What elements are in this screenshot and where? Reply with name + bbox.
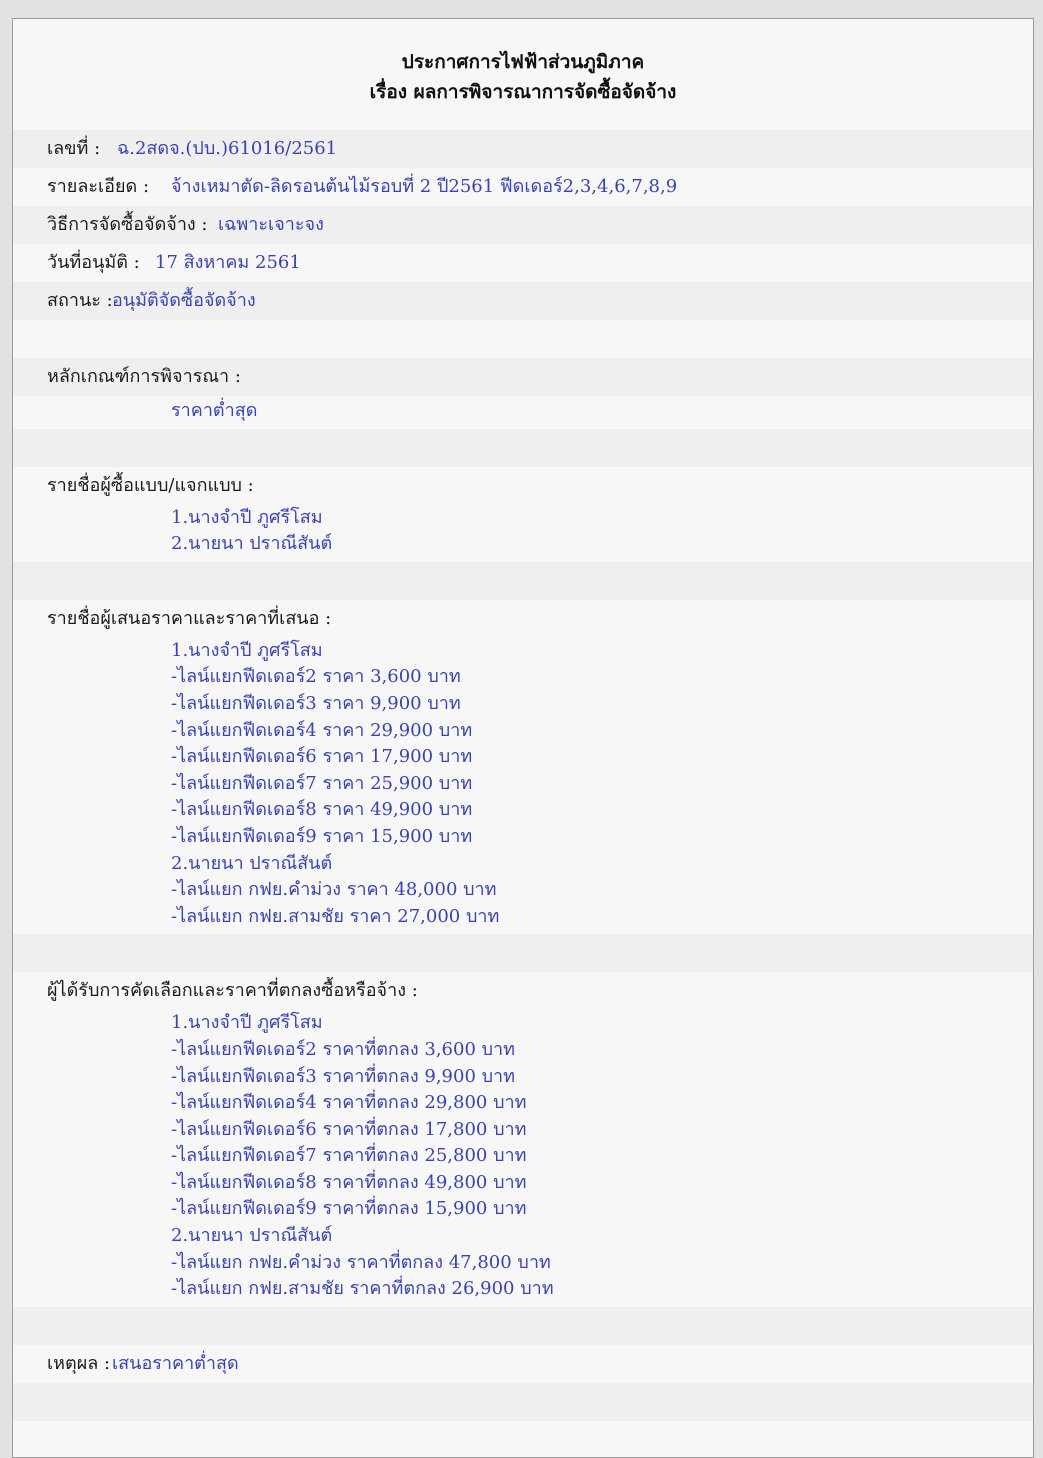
bidders-list: [13, 638, 1033, 935]
purchasers-label: รายชื่อผู้ซื้อแบบ/แจกแบบ :: [47, 474, 254, 496]
page-title: ประกาศการไฟฟ้าส่วนภูมิภาค: [401, 51, 645, 73]
selected-row: [13, 972, 1033, 1010]
list-item: ราคาต่ำสุด: [171, 400, 258, 421]
list-item: -ไลน์แยกฟีดเดอร์8 ราคาที่ตกลง 49,800 บาท: [171, 1171, 527, 1193]
criteria-row: [13, 358, 1033, 396]
approval-date-value: 17 สิงหาคม 2561: [155, 252, 301, 273]
method-value: เฉพาะเจาะจง: [218, 214, 324, 235]
number-label: เลขที่ :: [47, 138, 101, 159]
detail-value: จ้างเหมาตัด-ลิดรอนต้นไม้รอบที่ 2 ปี2561 ฟีดเดอร์2,3,4,6,7,8,9: [171, 176, 678, 197]
list-item: 1.นางจำปี ภูศรีโสม: [171, 506, 323, 528]
list-item: 2.นายนา ปราณีสันต์: [171, 852, 333, 874]
list-item: -ไลน์แยกฟีดเดอร์8 ราคา 49,900 บาท: [171, 799, 473, 821]
detail-row: [13, 168, 1033, 206]
spacer-row: [13, 1383, 1033, 1421]
list-item: -ไลน์แยกฟีดเดอร์4 ราคาที่ตกลง 29,800 บาท: [171, 1092, 527, 1114]
list-item: -ไลน์แยกฟีดเดอร์4 ราคา 29,900 บาท: [171, 719, 473, 741]
reason-label: เหตุผล :: [47, 1352, 111, 1374]
spacer-row: [13, 429, 1033, 467]
list-item: 2.นายนา ปราณีสันต์: [171, 1225, 333, 1247]
list-item: 1.นางจำปี ภูศรีโสม: [171, 639, 323, 661]
list-item: -ไลน์แยกฟีดเดอร์7 ราคาที่ตกลง 25,800 บาท: [171, 1145, 527, 1167]
number-value: ฉ.2สดจ.(ปบ.)61016/2561: [117, 138, 338, 159]
selected-label: ผู้ได้รับการคัดเลือกและราคาที่ตกลงซื้อหรือจ้าง :: [47, 980, 418, 1002]
announcement-panel: [12, 18, 1034, 1458]
announcement-header: [13, 19, 1033, 130]
criteria-list: [13, 396, 1033, 429]
method-row: [13, 206, 1033, 244]
list-item: -ไลน์แยกฟีดเดอร์3 ราคาที่ตกลง 9,900 บาท: [171, 1065, 516, 1087]
list-item: 1.นางจำปี ภูศรีโสม: [171, 1012, 323, 1034]
page-subtitle: เรื่อง ผลการพิจารณาการจัดซื้อจัดจ้าง: [369, 81, 677, 103]
status-value: อนุมัติจัดซื้อจัดจ้าง: [112, 290, 256, 311]
spacer-row: [13, 562, 1033, 600]
detail-label: รายละเอียด :: [47, 176, 150, 197]
method-label: วิธีการจัดซื้อจัดจ้าง :: [47, 214, 208, 235]
list-item: -ไลน์แยกฟีดเดอร์9 ราคา 15,900 บาท: [171, 825, 473, 847]
list-item: -ไลน์แยกฟีดเดอร์6 ราคาที่ตกลง 17,800 บาท: [171, 1118, 527, 1140]
list-item: -ไลน์แยกฟีดเดอร์2 ราคา 3,600 บาท: [171, 666, 461, 688]
list-item: -ไลน์แยกฟีดเดอร์9 ราคาที่ตกลง 15,900 บาท: [171, 1198, 527, 1220]
reason-row: [13, 1345, 1033, 1383]
list-item: -ไลน์แยก กฟย.สามชัย ราคาที่ตกลง 26,900 บาท: [171, 1278, 554, 1300]
approval-date-label: วันที่อนุมัติ :: [47, 252, 140, 273]
bidders-row: [13, 600, 1033, 638]
purchasers-list: [13, 505, 1033, 562]
approval-date-row: [13, 244, 1033, 282]
selected-list: [13, 1010, 1033, 1307]
list-item: -ไลน์แยกฟีดเดอร์3 ราคา 9,900 บาท: [171, 692, 461, 714]
status-row: [13, 282, 1033, 320]
bidders-label: รายชื่อผู้เสนอราคาและราคาที่เสนอ :: [47, 607, 332, 629]
spacer-row: [13, 320, 1033, 358]
spacer-row: [13, 934, 1033, 972]
list-item: -ไลน์แยกฟีดเดอร์6 ราคา 17,900 บาท: [171, 746, 473, 768]
spacer-row: [13, 1307, 1033, 1345]
criteria-label: หลักเกณฑ์การพิจารณา :: [47, 366, 241, 387]
reason-value: เสนอราคาต่ำสุด: [112, 1352, 239, 1374]
list-item: -ไลน์แยก กฟย.คำม่วง ราคาที่ตกลง 47,800 บาท: [171, 1251, 551, 1273]
list-item: -ไลน์แยกฟีดเดอร์2 ราคาที่ตกลง 3,600 บาท: [171, 1038, 516, 1060]
list-item: -ไลน์แยก กฟย.คำม่วง ราคา 48,000 บาท: [171, 879, 497, 901]
list-item: 2.นายนา ปราณีสันต์: [171, 533, 333, 555]
number-row: [13, 130, 1033, 168]
purchasers-row: [13, 467, 1033, 505]
status-label: สถานะ :: [47, 290, 113, 311]
list-item: -ไลน์แยก กฟย.สามชัย ราคา 27,000 บาท: [171, 905, 500, 927]
list-item: -ไลน์แยกฟีดเดอร์7 ราคา 25,900 บาท: [171, 772, 473, 794]
